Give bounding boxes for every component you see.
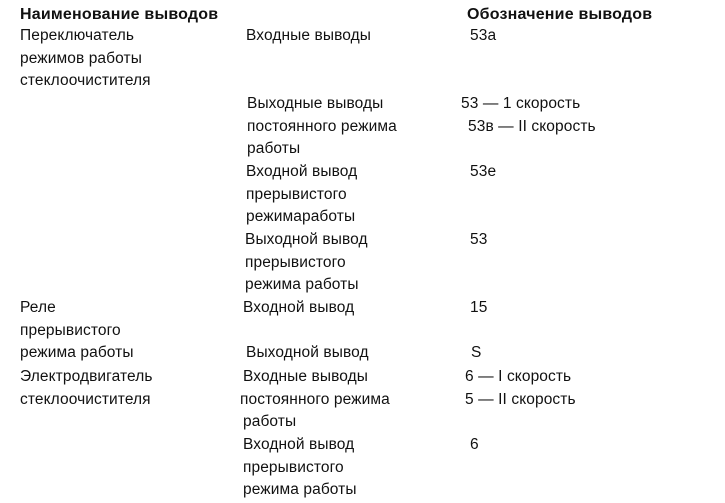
terminal-description: Входные выводы — [243, 368, 368, 385]
terminal-description: работы — [243, 413, 297, 430]
terminal-description: режима работы — [245, 276, 359, 293]
component-name-line: режимов работы — [20, 50, 142, 67]
terminal-description: режима работы — [243, 481, 357, 498]
terminal-designation: 53 — [470, 231, 488, 248]
component-name-line: режима работы — [20, 344, 134, 361]
component-name-line: Электродвигатель — [20, 368, 153, 385]
column-header-designations: Обозначение выводов — [467, 6, 653, 23]
terminal-designation: 6 — [470, 436, 479, 453]
terminal-description: Входной вывод — [243, 299, 355, 316]
component-name-line: прерывистого — [20, 322, 121, 339]
terminal-description: постоянного режима — [247, 118, 397, 135]
terminal-description: прерывистого — [243, 459, 344, 476]
terminal-designation: 6 — I скорость — [465, 368, 572, 385]
terminal-description: Выходные выводы — [247, 95, 384, 112]
component-name-line: Реле — [20, 299, 56, 316]
terminal-description: режимаработы — [246, 208, 356, 225]
terminal-designation: 5 — II скорость — [465, 391, 576, 408]
column-header-names: Наименование выводов — [20, 6, 219, 23]
terminal-description: Входной вывод — [243, 436, 355, 453]
component-name-line: Переключатель — [20, 27, 135, 44]
terminal-description: Входной вывод — [246, 163, 358, 180]
component-name-line: стеклоочистителя — [20, 72, 151, 89]
terminal-description: прерывистого — [246, 186, 347, 203]
terminal-designation: 15 — [470, 299, 488, 316]
terminal-designation: 53а — [470, 27, 497, 44]
terminal-description: прерывистого — [245, 254, 346, 271]
terminal-designation: 53е — [470, 163, 497, 180]
terminal-description: Выходной вывод — [245, 231, 368, 248]
terminal-description: Входные выводы — [246, 27, 371, 44]
terminal-designation: 53в — II скорость — [468, 118, 596, 135]
terminal-description: постоянного режима — [240, 391, 390, 408]
component-name-line: стеклоочистителя — [20, 391, 151, 408]
terminal-designation: S — [471, 344, 482, 361]
terminal-designation: 53 — 1 скорость — [461, 95, 581, 112]
terminal-description: работы — [247, 140, 301, 157]
terminal-description: Выходной вывод — [246, 344, 369, 361]
